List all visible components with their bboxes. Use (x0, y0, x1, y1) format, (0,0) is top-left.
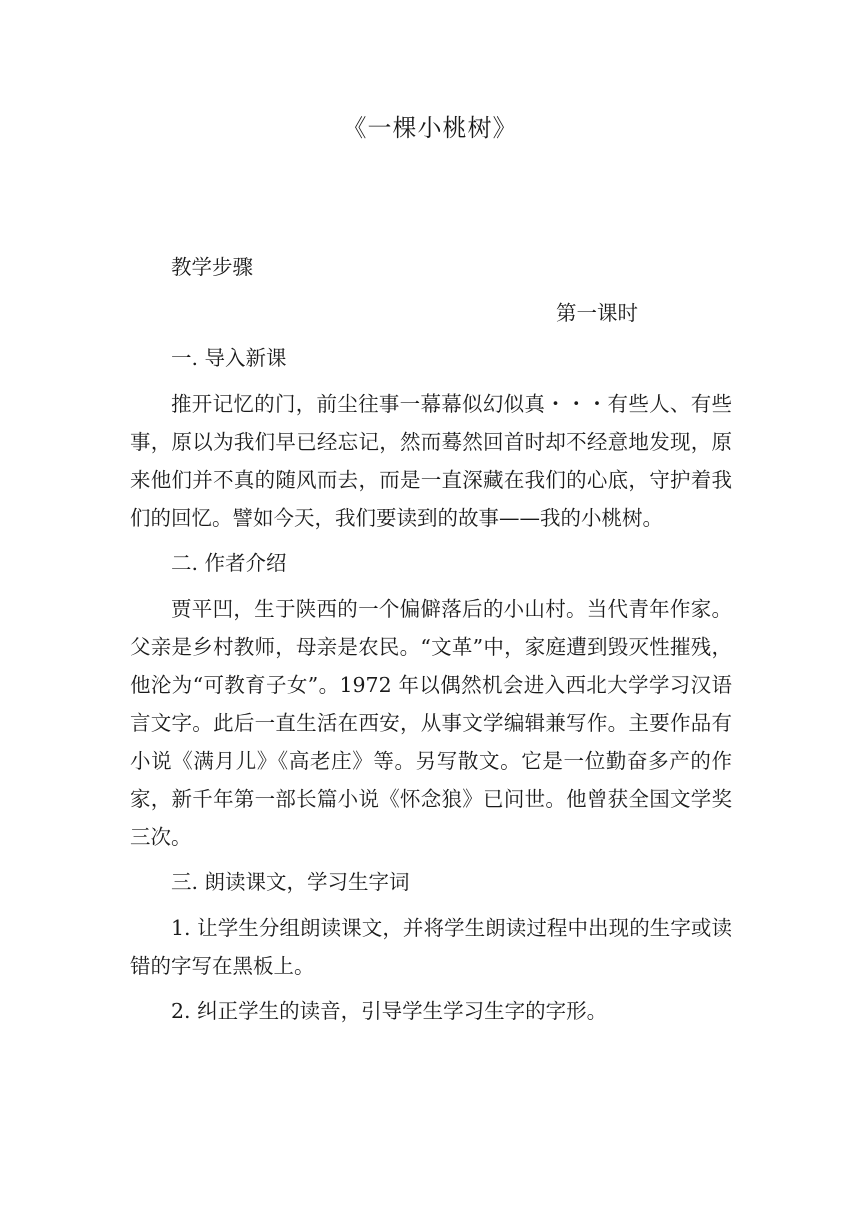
paragraph-reading-step-1: 1. 让学生分组朗读课文，并将学生朗读过程中出现的生字或读错的字写在黑板上。 (130, 915, 732, 978)
paragraph-author: 贾平凹，生于陕西的一个偏僻落后的小山村。当代青年作家。父亲是乡村教师，母亲是农民。“文革”中，家庭遭到毁灭性摧残，他沦为“可教育子女”。1972 年以偶然机会进入西北大学学习汉语言文字。此后一直生活在西安，从事文学编辑兼写作。主要作品有小说《满月儿》《高老庄》等。另写散文。它是一位勤奋多产的作家，新千年第一部长篇小说《怀念狼》已问世。他曾获全国文学奖三次。 (130, 596, 732, 849)
paragraph-reading-step-2: 2. 纠正学生的读音，引导学生学习生字的字形。 (171, 999, 608, 1023)
section-heading-intro: 一. 导入新课 (171, 346, 287, 370)
section-heading-author: 二. 作者介绍 (171, 551, 287, 575)
paragraph-intro: 推开记忆的门，前尘往事一幕幕似幻似真・・・有些人、有些事，原以为我们早已经忘记，然而蓦然回首时却不经意地发现，原来他们并不真的随风而去，而是一直深藏在我们的心底，守护着我们的回忆。譬如今天，我们要读到的故事——我的小桃树。 (130, 391, 732, 530)
section-heading-reading: 三. 朗读课文，学习生字词 (171, 870, 410, 894)
document-title: 《一棵小桃树》 (342, 114, 518, 142)
section-label: 教学步骤 (171, 255, 253, 279)
document-body (130, 248, 732, 1038)
session-label: 第一课时 (556, 300, 638, 325)
